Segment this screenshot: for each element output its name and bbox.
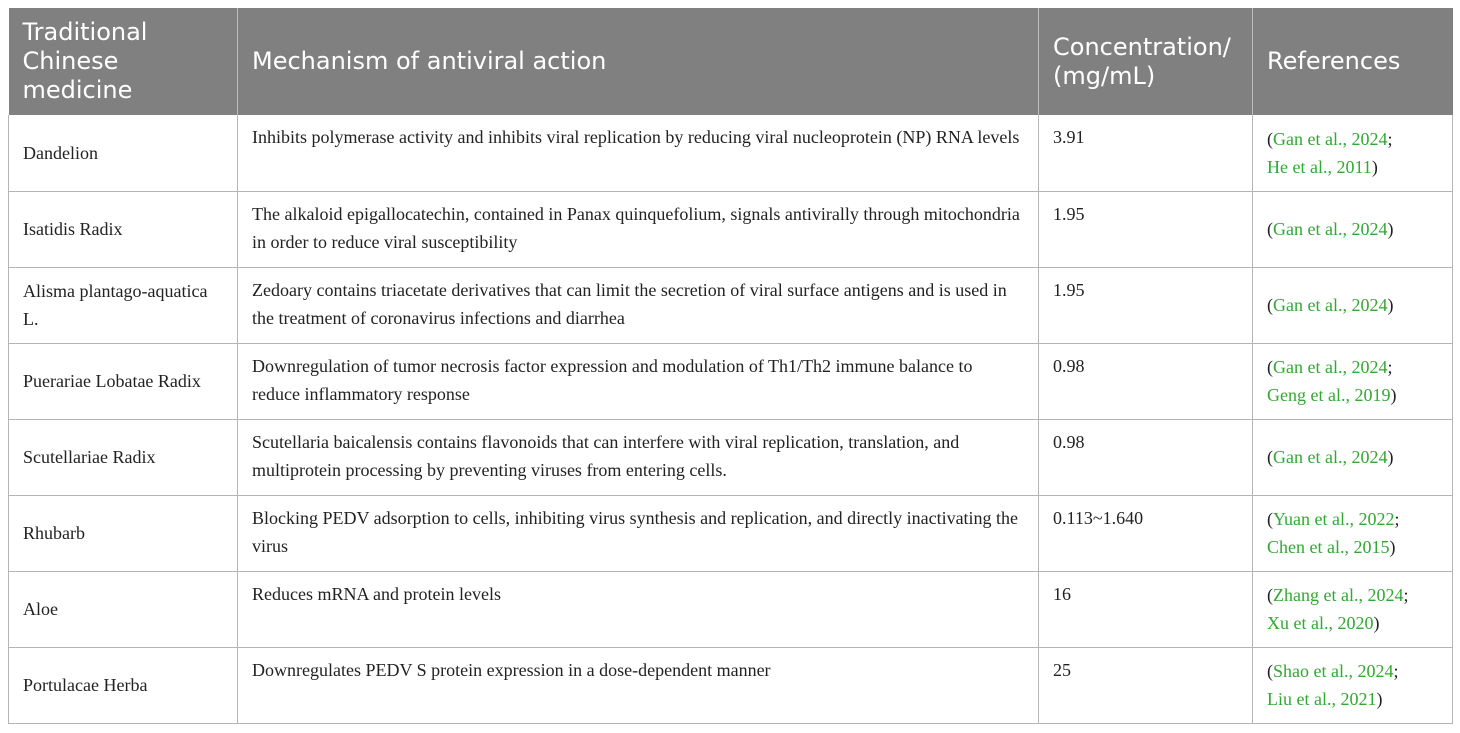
table-row (9, 267, 1453, 343)
cell-medicine: Alisma plantago-aquatica L. (9, 267, 238, 343)
header-medicine: Traditional Chinese medicine (9, 8, 238, 115)
cell-concentration: 0.98 (1039, 419, 1253, 495)
antiviral-tcm-table-container (8, 8, 1452, 724)
reference-link[interactable]: Gan et al., 2024 (1273, 219, 1388, 239)
header-mechanism: Mechanism of antiviral action (238, 8, 1039, 115)
cell-mechanism: Inhibits polymerase activity and inhibits viral replication by reducing viral nucleoprotein (NP) RNA levels (238, 115, 1039, 191)
cell-concentration: 16 (1039, 571, 1253, 647)
cell-references (1253, 267, 1453, 343)
reference-link[interactable]: Gan et al., 2024 (1273, 447, 1388, 467)
cell-mechanism: Blocking PEDV adsorption to cells, inhibiting virus synthesis and replication, and directly inactivating the virus (238, 495, 1039, 571)
cell-medicine: Puerariae Lobatae Radix (9, 343, 238, 419)
reference-separator: ; (1403, 585, 1409, 605)
reference-link[interactable]: Gan et al., 2024 (1273, 128, 1388, 149)
cell-medicine: Aloe (9, 571, 238, 647)
antiviral-tcm-table (8, 8, 1453, 724)
paren-open: ( (1267, 128, 1273, 149)
cell-medicine: Scutellariae Radix (9, 419, 238, 495)
reference-link[interactable]: Gan et al., 2024 (1273, 357, 1388, 377)
cell-references (1253, 343, 1453, 419)
reference-link[interactable]: Gan et al., 2024 (1273, 295, 1388, 315)
table-row (9, 571, 1453, 647)
table-row (9, 343, 1453, 419)
table-row (9, 419, 1453, 495)
cell-concentration: 1.95 (1039, 267, 1253, 343)
reference-separator: ; (1387, 128, 1393, 149)
table-row (9, 191, 1453, 267)
reference-separator: ; (1387, 357, 1393, 377)
cell-references (1253, 571, 1453, 647)
cell-mechanism: Scutellaria baicalensis contains flavonoids that can interfere with viral replication, translation, and multiprotein processing by preventing viruses from entering cells. (238, 419, 1039, 495)
cell-mechanism: Downregulates PEDV S protein expression in a dose-dependent manner (238, 647, 1039, 723)
paren-close: ) (1390, 385, 1397, 405)
paren-close: ) (1373, 613, 1380, 633)
cell-medicine: Rhubarb (9, 495, 238, 571)
cell-concentration: 1.95 (1039, 191, 1253, 267)
header-references: References (1253, 8, 1453, 115)
reference-link[interactable]: Shao et al., 2024 (1273, 661, 1394, 681)
cell-references (1253, 419, 1453, 495)
paren-open: ( (1267, 509, 1273, 529)
reference-link[interactable]: Yuan et al., 2022 (1273, 509, 1395, 529)
cell-references (1253, 115, 1453, 191)
reference-link[interactable]: Zhang et al., 2024 (1273, 585, 1404, 605)
cell-concentration: 25 (1039, 647, 1253, 723)
cell-medicine: Isatidis Radix (9, 191, 238, 267)
cell-mechanism: Downregulation of tumor necrosis factor expression and modulation of Th1/Th2 immune balance to reduce inflammatory response (238, 343, 1039, 419)
paren-close: ) (1376, 689, 1383, 709)
paren-open: ( (1267, 661, 1273, 681)
table-row (9, 495, 1453, 571)
cell-concentration: 0.113~1.640 (1039, 495, 1253, 571)
reference-link[interactable]: Chen et al., 2015 (1267, 537, 1390, 557)
paren-open: ( (1267, 219, 1273, 239)
table-row (9, 115, 1453, 191)
cell-references (1253, 495, 1453, 571)
reference-separator: ; (1393, 661, 1399, 681)
cell-concentration: 0.98 (1039, 343, 1253, 419)
table-header (9, 8, 1453, 115)
cell-medicine: Portulacae Herba (9, 647, 238, 723)
reference-link[interactable]: Xu et al., 2020 (1267, 613, 1374, 633)
header-concentration: Concentration/ (mg/mL) (1039, 8, 1253, 115)
cell-mechanism: Reduces mRNA and protein levels (238, 571, 1039, 647)
paren-close: ) (1389, 537, 1396, 557)
header-row (9, 8, 1453, 115)
paren-open: ( (1267, 585, 1273, 605)
table-body (9, 115, 1453, 723)
reference-link[interactable]: He et al., 2011 (1267, 156, 1372, 177)
reference-link[interactable]: Liu et al., 2021 (1267, 689, 1377, 709)
paren-close: ) (1387, 219, 1394, 239)
reference-link[interactable]: Geng et al., 2019 (1267, 385, 1391, 405)
paren-close: ) (1387, 295, 1394, 315)
cell-concentration: 3.91 (1039, 115, 1253, 191)
paren-open: ( (1267, 447, 1273, 467)
paren-close: ) (1371, 156, 1378, 177)
cell-references (1253, 647, 1453, 723)
cell-references (1253, 191, 1453, 267)
table-row (9, 647, 1453, 723)
reference-separator: ; (1394, 509, 1400, 529)
paren-open: ( (1267, 295, 1273, 315)
cell-medicine: Dandelion (9, 115, 238, 191)
cell-mechanism: Zedoary contains triacetate derivatives that can limit the secretion of viral surface antigens and is used in the treatment of coronavirus infections and diarrhea (238, 267, 1039, 343)
cell-mechanism: The alkaloid epigallocatechin, contained in Panax quinquefolium, signals antivirally through mitochondria in order to reduce viral susceptibility (238, 191, 1039, 267)
paren-open: ( (1267, 357, 1273, 377)
paren-close: ) (1387, 447, 1394, 467)
